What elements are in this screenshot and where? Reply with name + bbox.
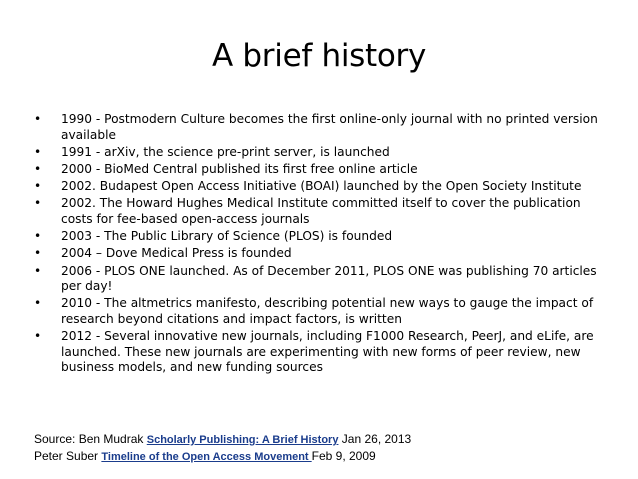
list-item-text: 2004 – Dove Medical Press is founded <box>61 246 292 261</box>
list-item <box>34 229 600 245</box>
slide-title: A brief history <box>211 38 427 74</box>
list-item <box>34 246 600 262</box>
source-prefix: Source: Ben Mudrak <box>34 432 147 446</box>
bullet-dot: • <box>34 196 42 211</box>
source-line-suber <box>34 448 411 465</box>
bullet-dot: • <box>34 112 42 126</box>
bullet-dot: • <box>34 144 42 159</box>
list-item-text: 2002. Budapest Open Access Initiative (BOAI) launched by the Open Society Institute <box>61 179 582 194</box>
list-item-text: 2003 - The Public Library of Science (PLOS) is founded <box>61 229 393 244</box>
bullet-dot: • <box>34 263 42 278</box>
list-item-text: 2006 - PLOS ONE launched. As of December 2011, PLOS ONE was publishing 70 articles per day! <box>61 263 597 294</box>
list-item-text: 2000 - BioMed Central published its first free online article <box>61 161 418 176</box>
list-item-text: 1990 - Postmodern Culture becomes the first online-only journal with no printed version available <box>61 112 598 142</box>
oa-timeline-link[interactable]: Timeline of the Open Access Movement <box>101 451 312 463</box>
bullet-dot: • <box>34 179 42 194</box>
history-bullet-list <box>34 112 600 377</box>
bullet-dot: • <box>34 296 42 311</box>
list-item <box>34 196 600 227</box>
list-item-text: 2012 - Several innovative new journals, including F1000 Research, PeerJ, and eLife, are launched. These new journals are experimenting with new forms of peer review, new business models, and new funding sources <box>61 329 594 375</box>
source-prefix: Peter Suber <box>34 449 102 463</box>
bullet-dot: • <box>34 161 42 176</box>
list-item <box>34 162 600 178</box>
bullet-dot: • <box>34 329 42 344</box>
bullet-dot: • <box>34 246 42 261</box>
scholarly-publishing-link[interactable]: Scholarly Publishing: A Brief History <box>146 434 339 446</box>
list-item <box>34 264 600 295</box>
list-item-text: 2002. The Howard Hughes Medical Institute committed itself to cover the publication costs for fee-based open-access journals <box>61 196 581 226</box>
list-item <box>34 145 600 161</box>
list-item-text: 2010 - The altmetrics manifesto, describing potential new ways to gauge the impact of research beyond citations and impact factors, is written <box>61 296 594 326</box>
source-citations <box>34 431 411 465</box>
source-date: Feb 9, 2009 <box>311 449 376 463</box>
list-item <box>34 329 600 376</box>
list-item-text: 1991 - arXiv, the science pre-print server, is launched <box>61 144 390 159</box>
source-date: Jan 26, 2013 <box>338 432 412 446</box>
list-item <box>34 179 600 195</box>
source-line-mudrak <box>34 431 411 448</box>
list-item <box>34 112 600 143</box>
list-item <box>34 296 600 327</box>
bullet-dot: • <box>34 229 42 244</box>
